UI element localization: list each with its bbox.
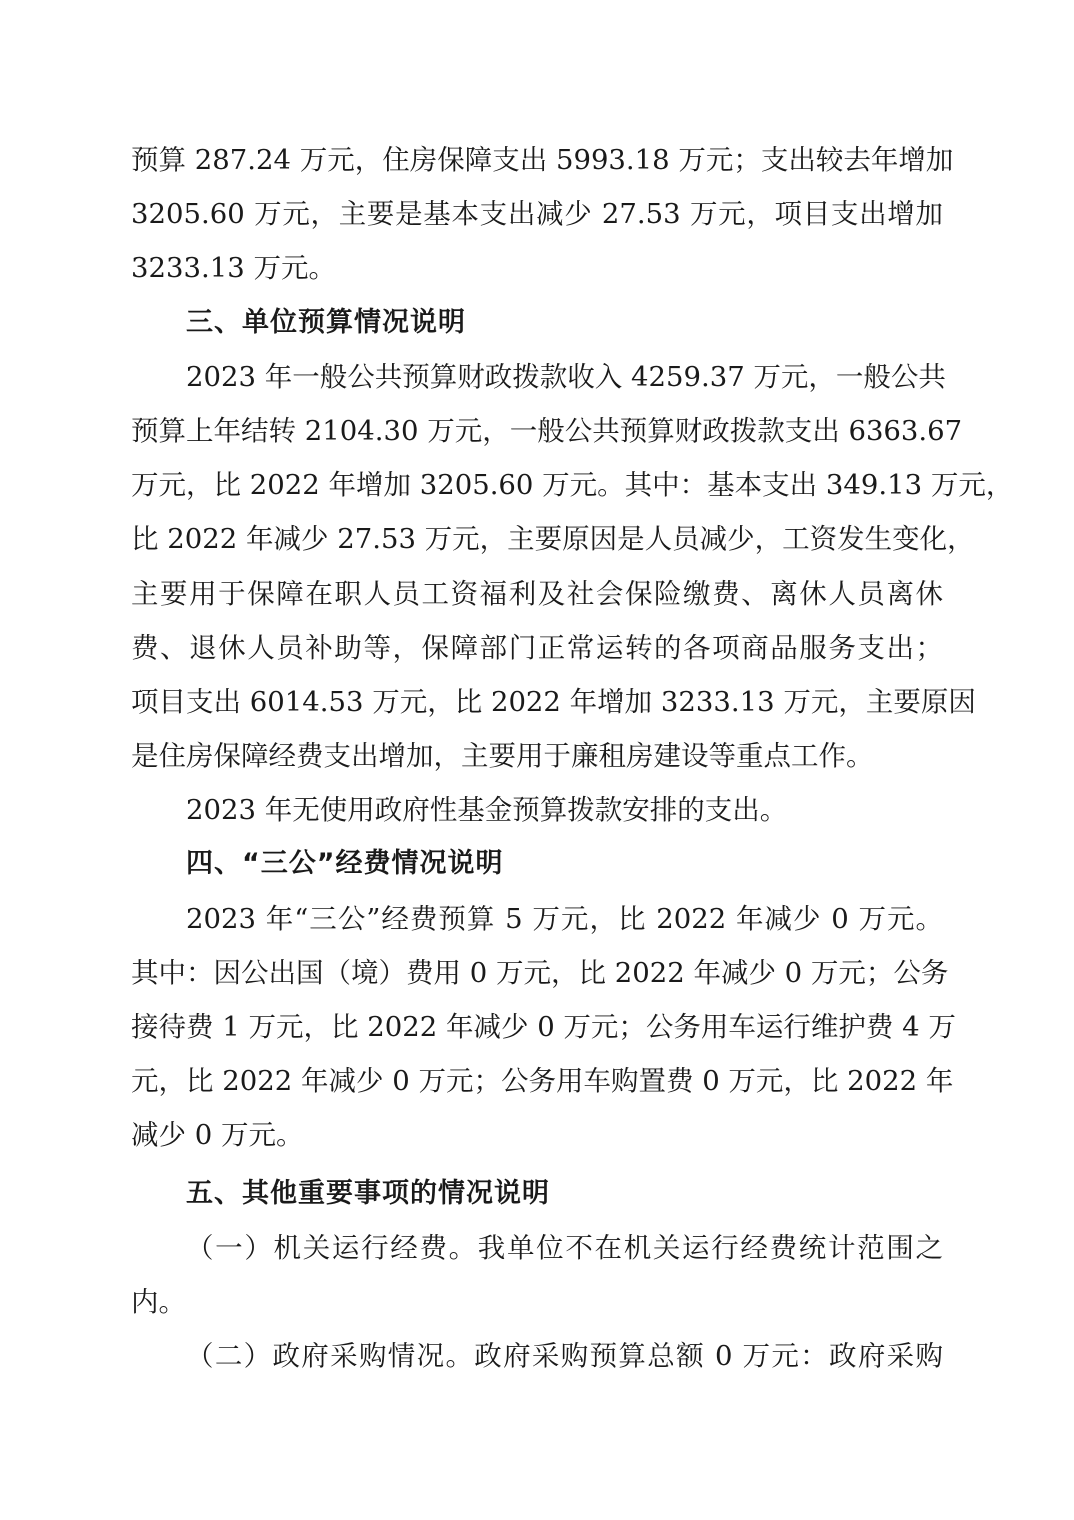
text-line: 接待费 1 万元，比 2022 年减少 0 万元；公务用车运行维护费 4 万 [131, 1011, 956, 1043]
section-heading-3: 三、单位预算情况说明 [186, 306, 466, 338]
text-line: （一）机关运行经费。我单位不在机关运行经费统计范围之 [186, 1231, 943, 1264]
paragraph-unit-budget [131, 350, 1014, 784]
text-line: 万元，比 2022 年增加 3205.60 万元。其中：基本支出 349.13 万元， [131, 469, 1014, 502]
text-line: 元，比 2022 年减少 0 万元；公务用车购置费 0 万元，比 2022 年 [131, 1065, 954, 1098]
text-line: 项目支出 6014.53 万元，比 2022 年增加 3233.13 万元，主要原因 [131, 685, 976, 718]
paragraph-three-public [131, 892, 956, 1163]
paragraph-operating-costs [131, 1221, 943, 1329]
text-line: （二）政府采购情况。政府采购预算总额 0 万元：政府采购 [186, 1340, 943, 1373]
text-line: 3205.60 万元，主要是基本支出减少 27.53 万元，项目支出增加 [131, 198, 943, 231]
text-line: 预算 287.24 万元，住房保障支出 5993.18 万元；支出较去年增加 [131, 144, 954, 176]
text-line: 2023 年一般公共预算财政拨款收入 4259.37 万元，一般公共 [186, 360, 946, 393]
text-line: 3233.13 万元。 [131, 252, 336, 285]
paragraph-procurement [131, 1329, 943, 1383]
text-line: 费、退休人员补助等，保障部门正常运转的各项商品服务支出； [131, 631, 943, 664]
text-line: 比 2022 年减少 27.53 万元，主要原因是人员减少，工资发生变化， [131, 523, 975, 556]
text-line: 预算上年结转 2104.30 万元，一般公共预算财政拨款支出 6363.67 [131, 414, 963, 447]
text-line: 2023 年“三公”经费预算 5 万元，比 2022 年减少 0 万元。 [186, 902, 943, 935]
paragraph-fund-budget [131, 783, 943, 837]
text-line: 2023 年无使用政府性基金预算拨款安排的支出。 [186, 794, 788, 827]
text-line: 其中：因公出国（境）费用 0 万元，比 2022 年减少 0 万元；公务 [131, 956, 949, 989]
text-line: 是住房保障经费支出增加，主要用于廉租房建设等重点工作。 [131, 740, 874, 773]
text-line: 主要用于保障在职人员工资福利及社会保险缴费、离休人员离休 [131, 577, 943, 610]
section-heading-4: 四、“三公”经费情况说明 [186, 848, 504, 880]
paragraph-continuation [131, 133, 954, 296]
text-line: 减少 0 万元。 [131, 1119, 304, 1152]
document-page [131, 133, 1014, 1383]
text-line: 内。 [131, 1285, 186, 1318]
section-heading-5: 五、其他重要事项的情况说明 [186, 1177, 550, 1209]
